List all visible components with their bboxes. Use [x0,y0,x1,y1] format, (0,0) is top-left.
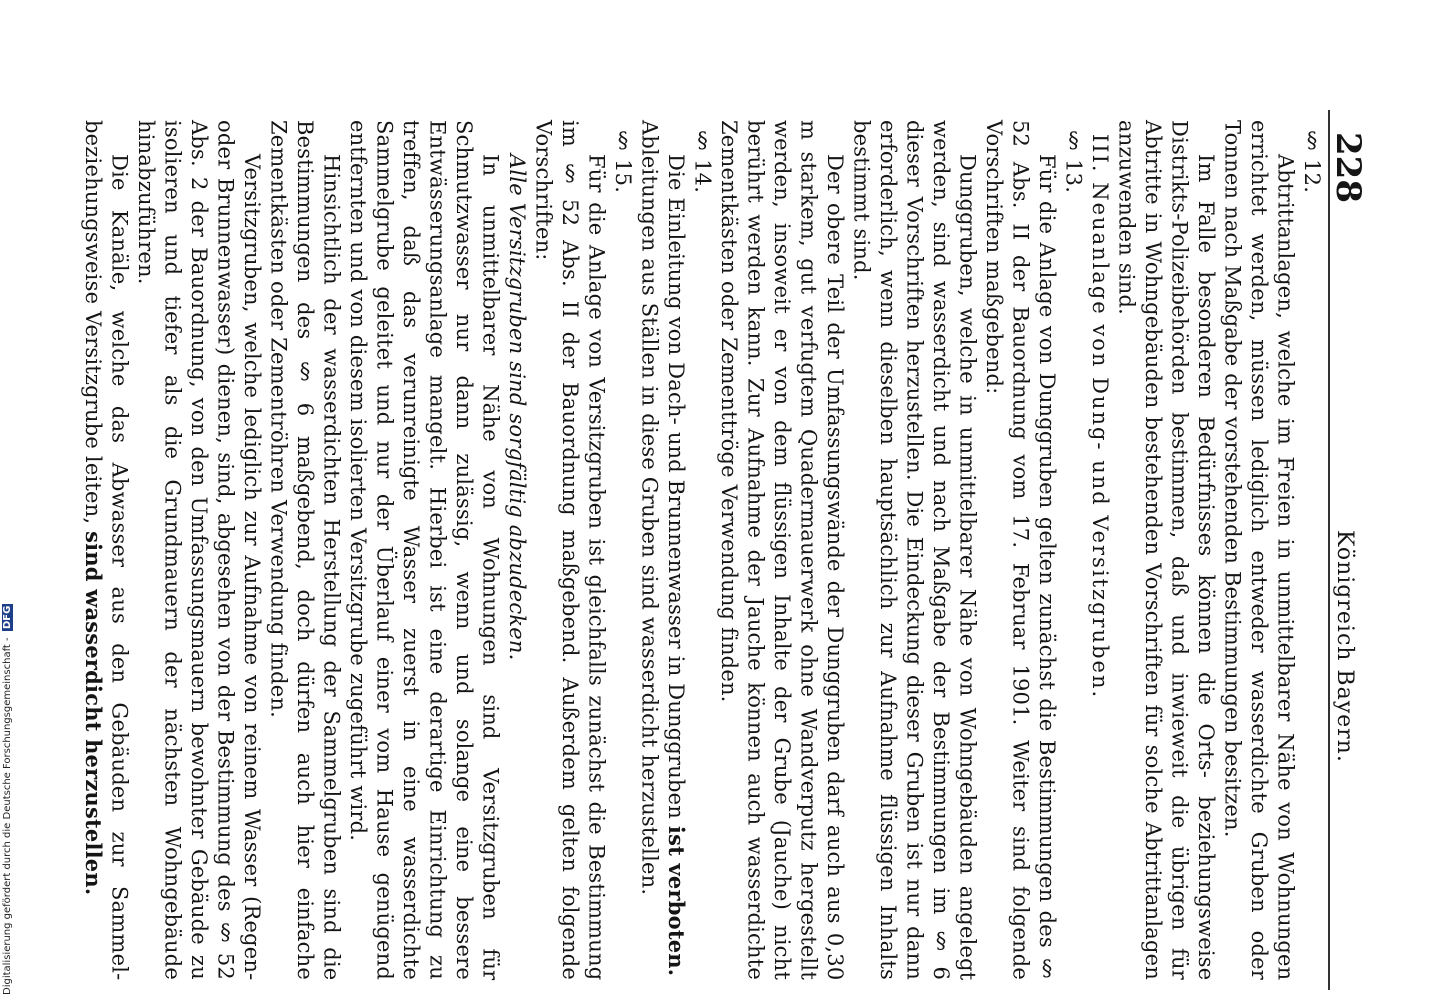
paragraph-12-1: Abtrittanlagen, welche im Freien in unmittelbarer Nähe von Wohnungen errichtet werden, müssen lediglich entweder wasserdichte Gruben oder Tonnen nach Maßgabe der vorstehenden Bestimmungen besitzen. [1220,120,1298,980]
paragraph-15-3: In unmittelbarer Nähe von Wohnungen sind Versitzgruben für Schmutzwasser nur dann zulässig, wenn und solange eine bessere Entwässerungsanlage mangelt. Hierbei ist eine derartige Einrichtung zu treffen, daß das verunreinigte Wasser zuerst in eine wasserdichte Sammelgrube geleitet und nur der Überlauf einer vom Hause genügend entfernten und von diesem isolierten Versitzgrube zugeführt wird. [346,120,503,980]
dfg-logo: DFG [2,605,13,630]
paragraph-15-6-text: Die Kanäle, welche das Abwasser aus den Gebäuden zur Sammel- beziehungsweise Versitzgrube leiten, [81,120,132,980]
section-mark-14: § 14. [690,128,715,194]
paragraph-15-6-emphasis: sind wasserdicht herzustellen. [81,531,106,896]
page-header [1328,110,1368,990]
digitization-note-text: Digitalisierung gefördert durch die Deutsche Forschungsgemeinschaft - [2,637,13,995]
section-mark-15: § 15. [611,128,635,194]
paragraph-13-2: Dunggruben, welche in unmittelbarer Nähe von Wohngebäuden angelegt werden, sind wasserdicht und nach Maßgabe der Bestimmungen im § 6 dieser Vorschriften herzustellen. Die Eindeckung dieser Gruben ist nur dann erforderlich, wenn dieselben hauptsächlich zur Aufnahme flüssigen Inhalts bestimmt sind. [849,120,980,980]
section-mark-13: § 13. [1061,128,1086,194]
paragraph-14-1-text: Die Einleitung von Dach- und Brunnenwasser in Dunggruben [664,153,688,826]
paragraph-14-1 [663,120,690,980]
paragraph-13-3: Der obere Teil der Umfassungswände der Dunggruben darf auch aus 0,30 m starkem, gut verfugtem Quadermauerwerk ohne Wandverputz hergestellt werden, insoweit er von dem flüssigen Inhalte der Grube (Jauche) nicht berührt werden kann. Zur Aufnahme der Jauche können auch wasserdichte Zementkästen oder Zementtröge Verwendung finden. [717,120,847,980]
paragraph-15-6 [80,120,133,980]
page-body [81,120,1325,980]
paragraph-15-5: Versitzgruben, welche lediglich zur Aufnahme von reinem Wasser (Regen- oder Brunnenwasser) dienen, sind, abgesehen von der Bestimmung des § 52 Abs. 2 der Bauordnung, von den Umfassungsmauern bewohnter Gebäude zu isolieren und tiefer als die Grundmauern der nächsten Wohngebäude hinabzuführen. [134,120,264,980]
paragraph-14-1-emphasis: ist verboten. [664,825,689,976]
paragraph-15-2: Alle Versitzgruben sind sorgfältig abzudecken. [505,153,529,661]
section-heading-iii: III. Neuanlage von Dung- und Versitzgruben. [1088,134,1112,700]
running-title: Königreich Bayern. [1332,530,1357,763]
paragraph-12-2: Im Falle besonderen Bedürfnisses können die Orts- beziehungsweise Distrikts-Polizeibehörden bestimmen, daß und inwieweit die übrigen für Abtritte in Wohngebäuden bestehenden Vorschriften für solche Abtrittanlagen anzuwenden sind. [1114,120,1218,980]
digitization-note [2,605,18,995]
section-mark-12: § 12. [1300,128,1324,194]
page-number: 228 [1328,132,1368,203]
paragraph-15-4: Hinsichtlich der wasserdichten Herstellung der Sammelgruben sind die Bestimmungen des § 6 maßgebend, doch dürfen auch hier einfache Zementkästen oder Zementröhren Verwendung finden. [266,120,344,980]
paragraph-13-1: Für die Anlage von Dunggruben gelten zunächst die Bestimmungen des § 52 Abs. II der Bauordnung vom 17. Februar 1901. Weiter sind folgende Vorschriften maßgebend: [982,120,1059,980]
header-rule [1328,110,1330,990]
paragraph-14-2: Ableitungen aus Ställen in diese Gruben sind wasserdicht herzustellen. [637,120,662,896]
paragraph-15-1: Für die Anlage von Versitzgruben ist gleichfalls zunächst die Bestimmung im § 52 Abs. II der Bauordnung maßgebend. Außerdem gelten folgende Vorschriften: [531,120,609,980]
